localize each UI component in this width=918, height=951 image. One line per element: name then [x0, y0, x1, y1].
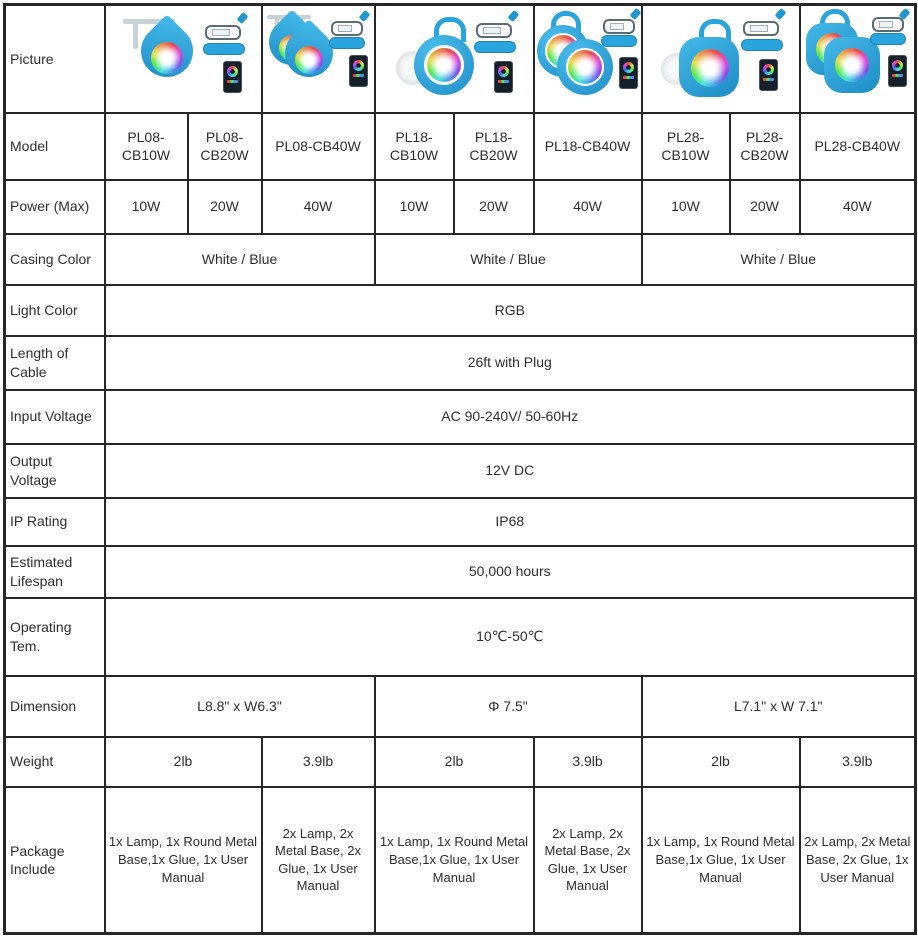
picture-row — [5, 5, 916, 113]
product-image-pl08 — [117, 9, 249, 109]
power-value: 10W — [375, 180, 454, 234]
row-label-model: Model — [5, 113, 105, 180]
operating-temp-row — [5, 598, 916, 676]
power-value: 20W — [188, 180, 262, 234]
plug-icon — [774, 8, 786, 20]
package-value: 2x Lamp, 2x Metal Base, 2x Glue, 1x User Manual — [262, 787, 375, 934]
dimension-value: L8.8" x W6.3" — [105, 676, 375, 737]
weight-value: 2lb — [642, 737, 800, 787]
power-adapter-icon — [331, 21, 363, 36]
spec-table — [3, 3, 917, 935]
app-controls-icon — [763, 78, 774, 81]
picture-cell-pl08-double — [262, 5, 375, 113]
power-value: 40W — [534, 180, 642, 234]
output-voltage-row — [5, 444, 916, 498]
row-label-picture: Picture — [5, 5, 105, 113]
cable-length-row — [5, 336, 916, 390]
row-label-light-color: Light Color — [5, 285, 105, 336]
app-controls-icon — [353, 74, 364, 77]
dimension-row — [5, 676, 916, 737]
row-label-ip-rating: IP Rating — [5, 498, 105, 546]
row-label-input-voltage: Input Voltage — [5, 390, 105, 444]
power-value: 20W — [730, 180, 800, 234]
rgb-lens-icon — [151, 42, 183, 74]
plug-icon — [629, 8, 641, 20]
cable-icon — [474, 41, 516, 53]
row-label-dimension: Dimension — [5, 676, 105, 737]
ip-rating-row — [5, 498, 916, 546]
row-label-package: Package Include — [5, 787, 105, 934]
weight-value: 2lb — [375, 737, 534, 787]
app-controls-icon — [227, 80, 238, 83]
color-wheel-icon — [892, 60, 903, 71]
product-image-pl18-pair — [535, 9, 641, 109]
cable-length-value: 26ft with Plug — [105, 336, 916, 390]
color-wheel-icon — [763, 64, 774, 75]
cable-icon — [203, 43, 245, 55]
phone-app-icon — [619, 57, 638, 89]
rgb-lens-icon — [424, 45, 464, 85]
product-image-pl28 — [655, 9, 787, 109]
model-value: PL08-CB40W — [262, 113, 375, 180]
package-value: 1x Lamp, 1x Round Metal Base,1x Glue, 1x User Manual — [375, 787, 534, 934]
row-label-cable-length: Length of Cable — [5, 336, 105, 390]
model-value: PL08-CB10W — [105, 113, 188, 180]
phone-app-icon — [494, 61, 513, 93]
output-voltage-value: 12V DC — [105, 444, 916, 498]
weight-value: 3.9lb — [800, 737, 916, 787]
light-color-value: RGB — [105, 285, 916, 336]
power-row — [5, 180, 916, 234]
picture-cell-pl28-single — [642, 5, 800, 113]
cable-icon — [601, 35, 637, 47]
rgb-lens-icon — [835, 48, 869, 82]
product-image-pl18 — [388, 9, 520, 109]
model-value: PL28-CB20W — [730, 113, 800, 180]
power-adapter-icon — [205, 25, 241, 40]
row-label-power: Power (Max) — [5, 180, 105, 234]
row-label-weight: Weight — [5, 737, 105, 787]
dimension-value: Φ 7.5" — [375, 676, 642, 737]
row-label-operating-temp: Operating Tem. — [5, 598, 105, 676]
model-value: PL18-CB20W — [454, 113, 534, 180]
cable-icon — [741, 39, 783, 51]
power-value: 40W — [262, 180, 375, 234]
product-image-pl08-pair — [265, 9, 371, 109]
mount-bracket-icon — [133, 19, 138, 49]
power-value: 10W — [105, 180, 188, 234]
weight-value: 2lb — [105, 737, 262, 787]
model-value: PL08-CB20W — [188, 113, 262, 180]
color-wheel-icon — [227, 66, 238, 77]
casing-color-value: White / Blue — [375, 234, 642, 285]
row-label-lifespan: Estimated Lifespan — [5, 546, 105, 598]
app-controls-icon — [498, 80, 509, 83]
casing-color-value: White / Blue — [642, 234, 916, 285]
power-value: 20W — [454, 180, 534, 234]
row-label-output-voltage: Output Voltage — [5, 444, 105, 498]
rgb-lens-icon — [566, 48, 604, 86]
picture-cell-pl18-single — [375, 5, 534, 113]
plug-icon — [508, 10, 520, 22]
power-adapter-icon — [603, 19, 635, 34]
power-adapter-icon — [476, 23, 512, 38]
dimension-value: L7.1" x W 7.1" — [642, 676, 916, 737]
input-voltage-value: AC 90-240V/ 50-60Hz — [105, 390, 916, 444]
model-value: PL28-CB40W — [800, 113, 916, 180]
lifespan-row — [5, 546, 916, 598]
ip-rating-value: IP68 — [105, 498, 916, 546]
power-value: 10W — [642, 180, 730, 234]
casing-color-value: White / Blue — [105, 234, 375, 285]
light-color-row — [5, 285, 916, 336]
phone-app-icon — [759, 59, 778, 91]
package-value: 2x Lamp, 2x Metal Base, 2x Glue, 1x User Manual — [800, 787, 916, 934]
package-row — [5, 787, 916, 934]
cable-icon — [870, 33, 906, 45]
package-value: 1x Lamp, 1x Round Metal Base,1x Glue, 1x User Manual — [642, 787, 800, 934]
power-adapter-icon — [872, 17, 904, 32]
package-value: 1x Lamp, 1x Round Metal Base,1x Glue, 1x User Manual — [105, 787, 262, 934]
power-adapter-icon — [743, 21, 779, 36]
color-wheel-icon — [498, 66, 509, 77]
rgb-lens-icon — [691, 49, 729, 87]
color-wheel-icon — [623, 62, 634, 73]
plug-icon — [899, 8, 911, 20]
picture-cell-pl28-double — [800, 5, 916, 113]
model-row — [5, 113, 916, 180]
phone-app-icon — [888, 55, 907, 87]
weight-value: 3.9lb — [534, 737, 642, 787]
picture-cell-pl18-double — [534, 5, 642, 113]
model-value: PL18-CB10W — [375, 113, 454, 180]
cable-icon — [329, 37, 365, 49]
lifespan-value: 50,000 hours — [105, 546, 916, 598]
model-value: PL28-CB10W — [642, 113, 730, 180]
product-image-pl28-pair — [804, 9, 910, 109]
color-wheel-icon — [353, 60, 364, 71]
operating-temp-value: 10℃-50℃ — [105, 598, 916, 676]
phone-app-icon — [349, 55, 368, 87]
input-voltage-row — [5, 390, 916, 444]
rgb-lens-icon — [295, 46, 323, 74]
row-label-casing-color: Casing Color — [5, 234, 105, 285]
picture-cell-pl08-single — [105, 5, 262, 113]
weight-row — [5, 737, 916, 787]
app-controls-icon — [892, 74, 903, 77]
plug-icon — [359, 10, 371, 22]
casing-color-row — [5, 234, 916, 285]
app-controls-icon — [623, 76, 634, 79]
weight-value: 3.9lb — [262, 737, 375, 787]
power-value: 40W — [800, 180, 916, 234]
phone-app-icon — [223, 61, 242, 93]
model-value: PL18-CB40W — [534, 113, 642, 180]
package-value: 2x Lamp, 2x Metal Base, 2x Glue, 1x User Manual — [534, 787, 642, 934]
plug-icon — [237, 12, 249, 24]
